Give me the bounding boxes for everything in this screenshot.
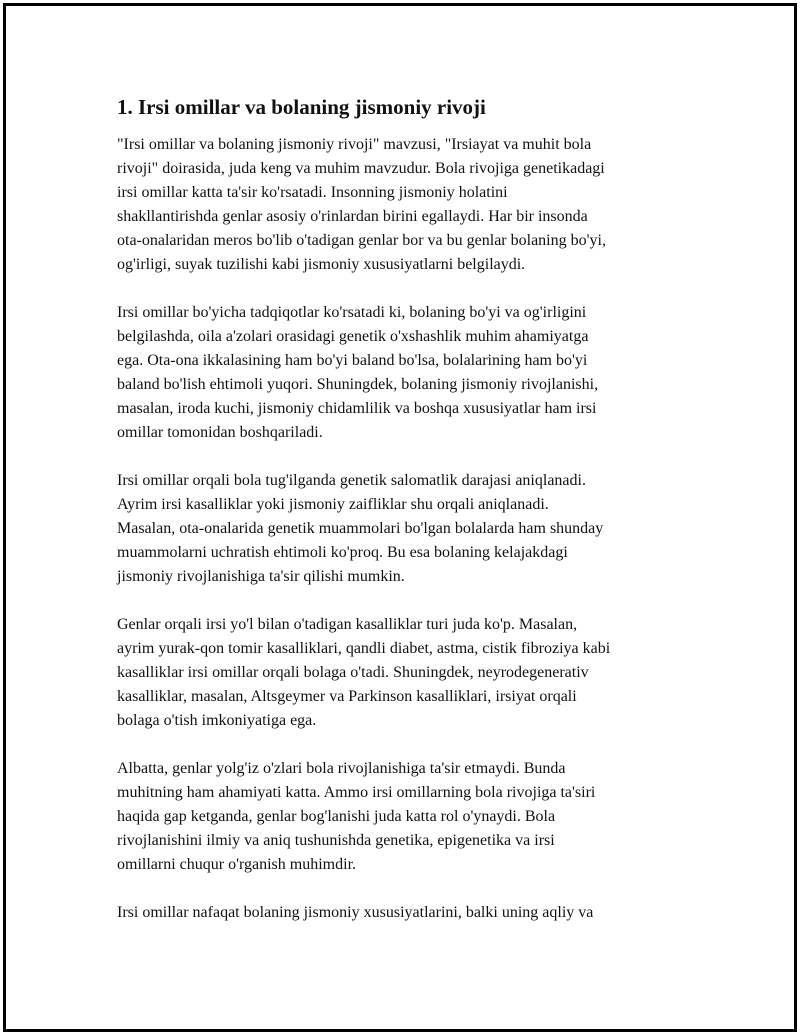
text-line: rivoji" doirasida, juda keng va muhim mavzudur. Bola rivojiga genetikadagi <box>117 160 605 177</box>
text-line: Irsi omillar bo'yicha tadqiqotlar ko'rsatadi ki, bolaning bo'yi va og'irligini <box>117 304 587 321</box>
text-line: muammolarni uchratish ehtimoli ko'proq. Bu esa bolaning kelajakdagi <box>117 544 568 561</box>
text-line: Albatta, genlar yolg'iz o'zlari bola rivojlanishiga ta'sir etmaydi. Bunda <box>117 760 566 777</box>
text-line: Ayrim irsi kasalliklar yoki jismoniy zaifliklar shu orqali aniqlanadi. <box>117 496 549 513</box>
text-line: og'irligi, suyak tuzilishi kabi jismoniy xususiyatlarni belgilaydi. <box>117 256 526 273</box>
document-body <box>117 94 687 949</box>
text-line: Irsi omillar orqali bola tug'ilganda genetik salomatlik darajasi aniqlanadi. <box>117 472 586 489</box>
text-line: belgilashda, oila a'zolari orasidagi genetik o'xshashlik muhim ahamiyatga <box>117 328 589 345</box>
text-line: Masalan, ota-onalarida genetik muammolari bo'lgan bolalarda ham shunday <box>117 520 604 537</box>
paragraph-2 <box>117 301 687 445</box>
text-line: bolaga o'tish imkoniyatiga ega. <box>117 712 317 729</box>
text-line: ayrim yurak-qon tomir kasalliklari, qandli diabet, astma, cistik fibroziya kabi <box>117 640 611 657</box>
text-line: ega. Ota-ona ikkalasining ham bo'yi baland bo'lsa, bolalarining ham bo'yi <box>117 352 588 369</box>
text-line: omillarni chuqur o'rganish muhimdir. <box>117 856 357 873</box>
paragraph-1 <box>117 133 687 277</box>
document-title: 1. Irsi omillar va bolaning jismoniy rivoji <box>117 95 486 119</box>
text-line: muhitning ham ahamiyati katta. Ammo irsi omillarning bola rivojiga ta'siri <box>117 784 596 801</box>
text-line: omillar tomonidan boshqariladi. <box>117 424 323 441</box>
text-line: jismoniy rivojlanishiga ta'sir qilishi mumkin. <box>117 568 405 585</box>
text-line: ota-onalaridan meros bo'lib o'tadigan genlar bor va bu genlar bolaning bo'yi, <box>117 232 606 249</box>
text-line: masalan, iroda kuchi, jismoniy chidamlilik va boshqa xususiyatlar ham irsi <box>117 400 597 417</box>
paragraph-3 <box>117 469 687 589</box>
text-line: haqida gap ketganda, genlar bog'lanishi juda katta rol o'ynaydi. Bola <box>117 808 556 825</box>
paragraph-4 <box>117 613 687 733</box>
text-line: kasalliklar irsi omillar orqali bolaga o'tadi. Shuningdek, neyrodegenerativ <box>117 664 589 681</box>
text-line: Irsi omillar nafaqat bolaning jismoniy xususiyatlarini, balki uning aqliy va <box>117 904 594 921</box>
text-line: baland bo'lish ehtimoli yuqori. Shuningdek, bolaning jismoniy rivojlanishi, <box>117 376 599 393</box>
text-line: shakllantirishda genlar asosiy o'rinlardan birini egallaydi. Har bir insonda <box>117 208 588 225</box>
text-line: rivojlanishini ilmiy va aniq tushunishda genetika, epigenetika va irsi <box>117 832 555 849</box>
paragraph-5 <box>117 757 687 877</box>
text-line: irsi omillar katta ta'sir ko'rsatadi. Insonning jismoniy holatini <box>117 184 508 201</box>
text-line: kasalliklar, masalan, Altsgeymer va Parkinson kasalliklari, irsiyat orqali <box>117 688 577 705</box>
text-line: "Irsi omillar va bolaning jismoniy rivoji" mavzusi, "Irsiayat va muhit bola <box>117 136 592 153</box>
paragraph-6 <box>117 901 687 925</box>
text-line: Genlar orqali irsi yo'l bilan o'tadigan kasalliklar turi juda ko'p. Masalan, <box>117 616 578 633</box>
